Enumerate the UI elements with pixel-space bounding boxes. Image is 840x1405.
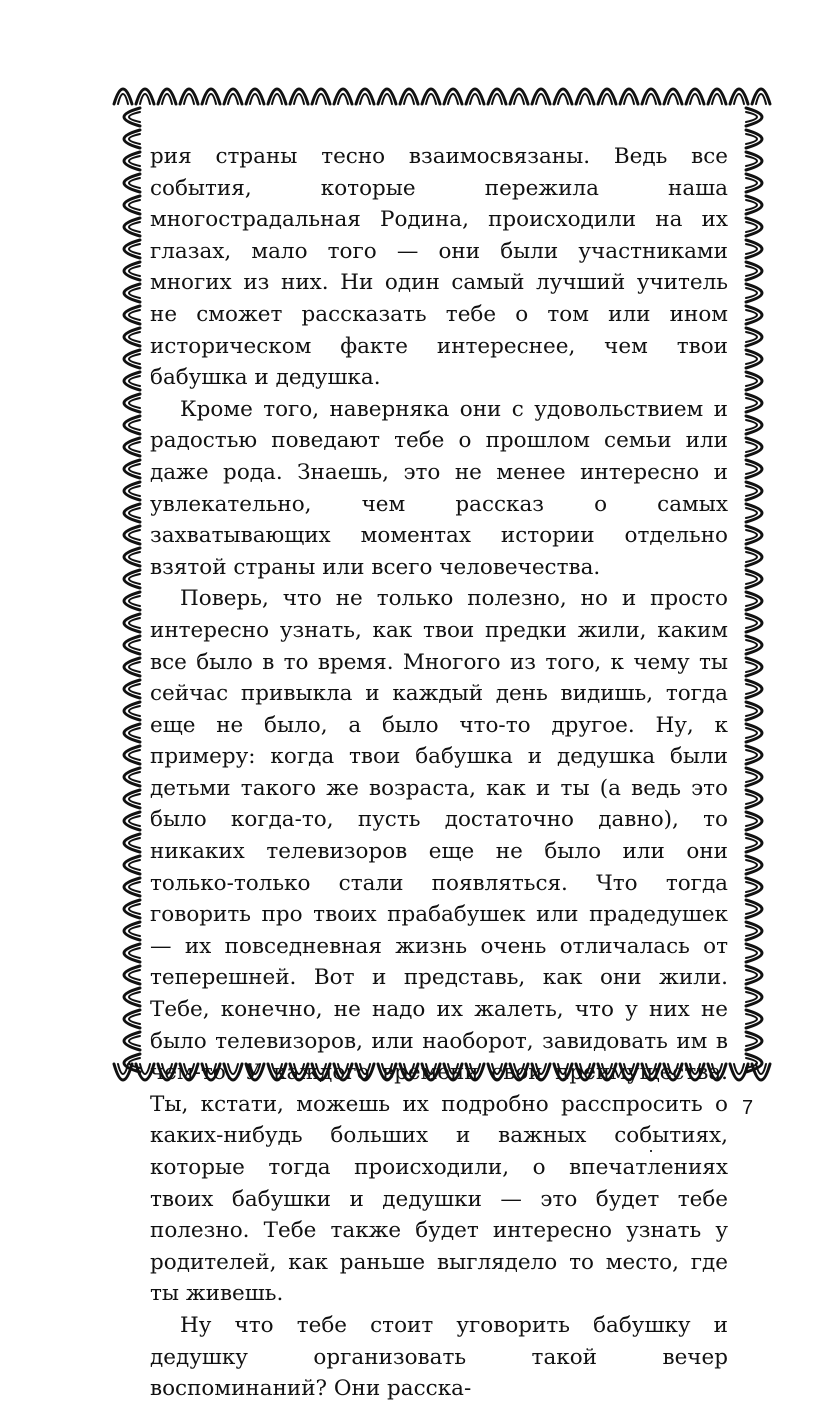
ornament-motif xyxy=(136,89,154,104)
ornament-motif xyxy=(746,222,757,232)
ornament-motif xyxy=(129,838,140,848)
ornament-motif xyxy=(746,680,762,698)
ornament-motif xyxy=(746,526,762,544)
ornament-motif xyxy=(746,240,762,258)
ornament-motif xyxy=(124,350,140,368)
ornament-motif xyxy=(312,89,330,104)
ornament-motif xyxy=(746,156,757,166)
ornament-motif xyxy=(746,640,757,650)
ornament-motif xyxy=(129,508,140,518)
ornament-motif xyxy=(746,552,757,562)
ornament-motif xyxy=(140,1064,150,1074)
ornament-motif xyxy=(746,614,762,632)
ornament-motif xyxy=(746,768,762,786)
ornament-motif xyxy=(272,94,282,104)
ornament-motif xyxy=(124,262,140,280)
ornament-motif xyxy=(554,89,572,104)
ornament-motif xyxy=(124,900,140,918)
ornament-motif xyxy=(536,94,546,104)
ornament-motif xyxy=(129,574,140,584)
ornament-motif xyxy=(180,89,198,104)
ornament-motif xyxy=(129,376,140,386)
ornament-motif xyxy=(124,922,140,940)
ornament-motif xyxy=(124,174,140,192)
ornament-motif xyxy=(124,680,140,698)
ornament-motif xyxy=(129,332,140,342)
ornament-motif xyxy=(746,596,757,606)
ornament-motif xyxy=(129,266,140,276)
ornament-motif xyxy=(624,94,634,104)
ornament-motif xyxy=(334,89,352,104)
ornament-motif xyxy=(129,156,140,166)
ornament-motif xyxy=(124,658,140,676)
ornament-motif xyxy=(746,504,762,522)
ornament-motif xyxy=(746,728,757,738)
ornament-motif xyxy=(129,200,140,210)
ornament-motif xyxy=(746,706,757,716)
ornament-motif xyxy=(422,89,440,104)
ornament-motif xyxy=(746,328,762,346)
ornament-motif xyxy=(129,134,140,144)
ornament-motif xyxy=(756,94,766,104)
ornament-motif xyxy=(124,614,140,632)
ornament-motif xyxy=(746,570,762,588)
ornament-motif xyxy=(129,530,140,540)
ornament-motif xyxy=(124,328,140,346)
ornament-motif xyxy=(746,574,757,584)
ornament-motif xyxy=(400,89,418,104)
ornament-motif xyxy=(124,812,140,830)
ornament-motif xyxy=(746,618,757,628)
ornament-motif xyxy=(184,94,194,104)
ornament-motif xyxy=(746,750,757,760)
ornament-motif xyxy=(576,89,594,104)
ornament-motif xyxy=(129,596,140,606)
ornament-motif xyxy=(206,94,216,104)
ornament-motif xyxy=(129,420,140,430)
ornament-motif xyxy=(746,530,757,540)
ornament-motif xyxy=(746,112,757,122)
ornament-motif xyxy=(124,306,140,324)
ornament-motif xyxy=(129,112,140,122)
ornament-motif xyxy=(290,89,308,104)
ornament-motif xyxy=(129,288,140,298)
ornament-motif xyxy=(746,482,762,500)
ornament-motif xyxy=(124,746,140,764)
ornament-motif xyxy=(746,1032,762,1050)
ornament-motif xyxy=(746,394,762,412)
ornament-motif xyxy=(746,196,762,214)
ornament-motif xyxy=(224,89,242,104)
ornament-motif xyxy=(129,398,140,408)
ornament-motif xyxy=(746,174,762,192)
paragraph-2: Кроме того, наверняка они с удовольствием и радостью поведают тебе о прошлом семьи или даже рода. Знаешь, это не менее интересно и увлекательно, чем рассказ о самых захватывающих моментах истории отдельно взятой страны или всего человечества. xyxy=(150,396,728,580)
ornament-motif xyxy=(129,662,140,672)
ornament-motif xyxy=(492,94,502,104)
ornament-motif xyxy=(124,878,140,896)
ornament-motif xyxy=(129,794,140,804)
ornament-motif xyxy=(129,618,140,628)
ornament-motif xyxy=(620,89,638,104)
ornament-motif xyxy=(746,108,762,126)
ornament-motif xyxy=(746,882,757,892)
ornament-motif xyxy=(746,442,757,452)
ornament-motif xyxy=(124,108,140,126)
ornament-motif xyxy=(124,504,140,522)
ornament-motif xyxy=(746,992,757,1002)
ornament-motif xyxy=(746,662,757,672)
ornament-motif xyxy=(746,658,762,676)
ornament-motif xyxy=(129,552,140,562)
ornament-motif xyxy=(129,882,140,892)
ornament-motif xyxy=(746,486,757,496)
ornament-motif xyxy=(129,464,140,474)
ornament-motif xyxy=(124,460,140,478)
ornament-motif xyxy=(746,288,757,298)
ornament-motif xyxy=(129,1014,140,1024)
ornament-motif xyxy=(746,134,757,144)
ornament-motif xyxy=(470,94,480,104)
ornament-motif xyxy=(129,992,140,1002)
ornament-motif xyxy=(124,130,140,148)
ornament-motif xyxy=(746,332,757,342)
ornament-motif xyxy=(124,636,140,654)
ornament-motif xyxy=(708,89,726,104)
ornament-motif xyxy=(124,702,140,720)
ornament-motif xyxy=(746,790,762,808)
ornament-motif xyxy=(426,94,436,104)
ornament-motif xyxy=(734,94,744,104)
ornament-motif xyxy=(746,944,762,962)
ornament-motif xyxy=(558,94,568,104)
ornament-motif xyxy=(746,948,757,958)
ornament-motif xyxy=(510,89,528,104)
ornament-motif xyxy=(124,966,140,984)
ornament-motif xyxy=(514,94,524,104)
ornament-motif xyxy=(124,218,140,236)
ornament-motif xyxy=(746,310,757,320)
ornament-motif xyxy=(602,94,612,104)
ornament-motif xyxy=(746,904,757,914)
ornament-motif xyxy=(746,1014,757,1024)
ornament-motif xyxy=(746,130,762,148)
ornament-motif xyxy=(746,860,757,870)
ornament-motif xyxy=(124,152,140,170)
ornament-motif xyxy=(338,94,348,104)
ornament-motif xyxy=(746,354,757,364)
ornament-motif xyxy=(124,196,140,214)
ornament-motif xyxy=(668,94,678,104)
ornament-motif xyxy=(124,790,140,808)
ornament-motif xyxy=(466,89,484,104)
ornament-motif xyxy=(746,838,757,848)
ornament-motif xyxy=(746,508,757,518)
ornament-motif xyxy=(746,834,762,852)
ornament-motif xyxy=(746,262,762,280)
ornament-motif xyxy=(114,1064,132,1080)
ornament-motif xyxy=(246,89,264,104)
paragraph-4: Ну что тебе стоит уговорить бабушку и дедушку организовать такой вечер воспоминаний? Они расска- xyxy=(150,1312,728,1402)
ornament-motif xyxy=(129,244,140,254)
ornament-motif xyxy=(746,306,762,324)
ornament-motif xyxy=(268,89,286,104)
ornament-motif xyxy=(129,354,140,364)
ornament-motif xyxy=(124,592,140,610)
ornament-motif xyxy=(129,772,140,782)
ornament-motif xyxy=(746,372,762,390)
ornament-motif xyxy=(356,89,374,104)
ornament-motif xyxy=(746,464,757,474)
ornament-motif xyxy=(124,834,140,852)
ornament-motif xyxy=(746,218,762,236)
ornament-motif xyxy=(746,416,762,434)
ornament-motif xyxy=(746,376,757,386)
ornament-motif xyxy=(124,372,140,390)
ornament-motif xyxy=(746,1010,762,1028)
ornament-motif xyxy=(746,702,762,720)
ornament-motif xyxy=(404,94,414,104)
ornament-motif xyxy=(746,988,762,1006)
ornament-motif xyxy=(118,94,128,104)
ornament-motif xyxy=(746,420,757,430)
ornament-motif xyxy=(746,856,762,874)
ornament-motif xyxy=(746,438,762,456)
ornament-motif xyxy=(378,89,396,104)
ornament-motif xyxy=(746,816,757,826)
ornament-motif xyxy=(129,970,140,980)
ornament-motif xyxy=(746,926,757,936)
ornament-motif xyxy=(129,442,140,452)
ornament-motif xyxy=(746,878,762,896)
ornament-motif xyxy=(124,856,140,874)
ornament-motif xyxy=(746,548,762,566)
ornament-motif xyxy=(129,926,140,936)
ornament-motif xyxy=(746,592,762,610)
ornament-motif xyxy=(129,178,140,188)
ornament-motif xyxy=(124,526,140,544)
ornament-motif xyxy=(158,89,176,104)
ornament-motif xyxy=(532,89,550,104)
ornament-motif xyxy=(124,724,140,742)
ornament-motif xyxy=(228,94,238,104)
ornament-motif xyxy=(360,94,370,104)
ornament-motif xyxy=(129,684,140,694)
ornament-motif xyxy=(129,750,140,760)
print-speck xyxy=(650,1150,652,1152)
ornament-motif xyxy=(746,922,762,940)
ornament-motif xyxy=(746,794,757,804)
ornament-motif xyxy=(124,240,140,258)
ornament-motif xyxy=(488,89,506,104)
ornament-motif xyxy=(664,89,682,104)
ornament-motif xyxy=(124,394,140,412)
ornament-motif xyxy=(124,1032,140,1050)
ornament-motif xyxy=(129,486,140,496)
ornament-motif xyxy=(129,1036,140,1046)
ornament-motif xyxy=(316,94,326,104)
ornament-motif xyxy=(746,636,762,654)
ornament-motif xyxy=(129,728,140,738)
ornament-motif xyxy=(129,948,140,958)
ornament-motif xyxy=(202,89,220,104)
ornament-motif xyxy=(129,904,140,914)
ornament-motif xyxy=(746,684,757,694)
ornament-motif xyxy=(294,94,304,104)
ornament-motif xyxy=(162,94,172,104)
ornament-motif xyxy=(598,89,616,104)
ornament-motif xyxy=(124,944,140,962)
body-text xyxy=(150,141,728,1405)
ornament-motif xyxy=(730,89,748,104)
ornament-motif xyxy=(690,94,700,104)
page-number: 7 xyxy=(742,1097,754,1119)
ornament-motif xyxy=(746,398,757,408)
ornament-motif xyxy=(124,482,140,500)
ornament-motif xyxy=(746,152,762,170)
ornament-motif xyxy=(746,266,757,276)
ornament-motif xyxy=(444,89,462,104)
ornament-motif xyxy=(746,970,757,980)
ornament-motif xyxy=(746,724,762,742)
ornament-motif xyxy=(686,89,704,104)
ornament-motif xyxy=(746,244,757,254)
ornament-motif xyxy=(746,460,762,478)
ornament-motif xyxy=(129,222,140,232)
ornament-motif xyxy=(129,706,140,716)
ornament-motif xyxy=(129,640,140,650)
ornament-motif xyxy=(642,89,660,104)
ornament-motif xyxy=(124,768,140,786)
ornament-motif xyxy=(712,94,722,104)
ornament-motif xyxy=(382,94,392,104)
ornament-motif xyxy=(124,416,140,434)
ornament-motif xyxy=(746,966,762,984)
ornament-motif xyxy=(746,812,762,830)
ornament-motif xyxy=(129,816,140,826)
ornament-motif xyxy=(129,860,140,870)
ornament-motif xyxy=(746,772,757,782)
ornament-motif xyxy=(746,284,762,302)
ornament-motif xyxy=(448,94,458,104)
ornament-motif xyxy=(124,548,140,566)
ornament-motif xyxy=(114,89,132,104)
ornament-motif xyxy=(746,200,757,210)
ornament-motif xyxy=(140,94,150,104)
ornament-motif xyxy=(752,89,770,104)
ornament-motif xyxy=(129,310,140,320)
ornament-motif xyxy=(124,284,140,302)
ornament-motif xyxy=(746,350,762,368)
ornament-motif xyxy=(124,438,140,456)
ornament-motif xyxy=(124,1010,140,1028)
paragraph-3: Поверь, что не только полезно, но и просто интересно узнать, как твои предки жили, каким все было в то время. Многого из того, к чему ты сейчас привыкла и каждый день видишь, тогда еще не было, а было что-то другое. Ну, к примеру: когда твои бабушка и дедушка были детьми такого же возраста, как и ты (а ведь это было когда-то, пусть достаточно давно), то никаких телевизоров еще не было или они только-только стали появляться. Что тогда говорить про твоих прабабушек или прадедушек — их повседневная жизнь очень отличалась от теперешней. Вот и представь, как они жили. Тебе, конечно, не надо их жалеть, что у них не было телевизоров, или наоборот, завидовать им в чем-то. У каждого времени свои преимущества. Ты, кстати, можешь их подробно расспросить о каких-нибудь больших и важных событиях, которые тогда происходили, о впечатлениях твоих бабушки и дедушки — это будет тебе полезно. Тебе также будет интересно узнать у родителей, как раньше выглядело то место, где ты живешь. xyxy=(150,586,728,1307)
ornament-motif xyxy=(734,1064,744,1074)
ornament-motif xyxy=(746,900,762,918)
ornament-motif xyxy=(646,94,656,104)
ornament-motif xyxy=(746,178,757,188)
ornament-motif xyxy=(124,988,140,1006)
paragraph-1: рия страны тесно взаимосвязаны. Ведь все события, которые пережила наша многострадальная Родина, происходили на их глазах, мало того — они были участниками многих из них. Ни один самый лучший учитель не сможет рассказать тебе о том или ином историческом факте интереснее, чем твои бабушка и дедушка. xyxy=(150,144,728,391)
ornament-motif xyxy=(124,570,140,588)
ornament-motif xyxy=(250,94,260,104)
ornament-motif xyxy=(580,94,590,104)
ornament-motif xyxy=(746,746,762,764)
ornament-motif xyxy=(746,1036,757,1046)
